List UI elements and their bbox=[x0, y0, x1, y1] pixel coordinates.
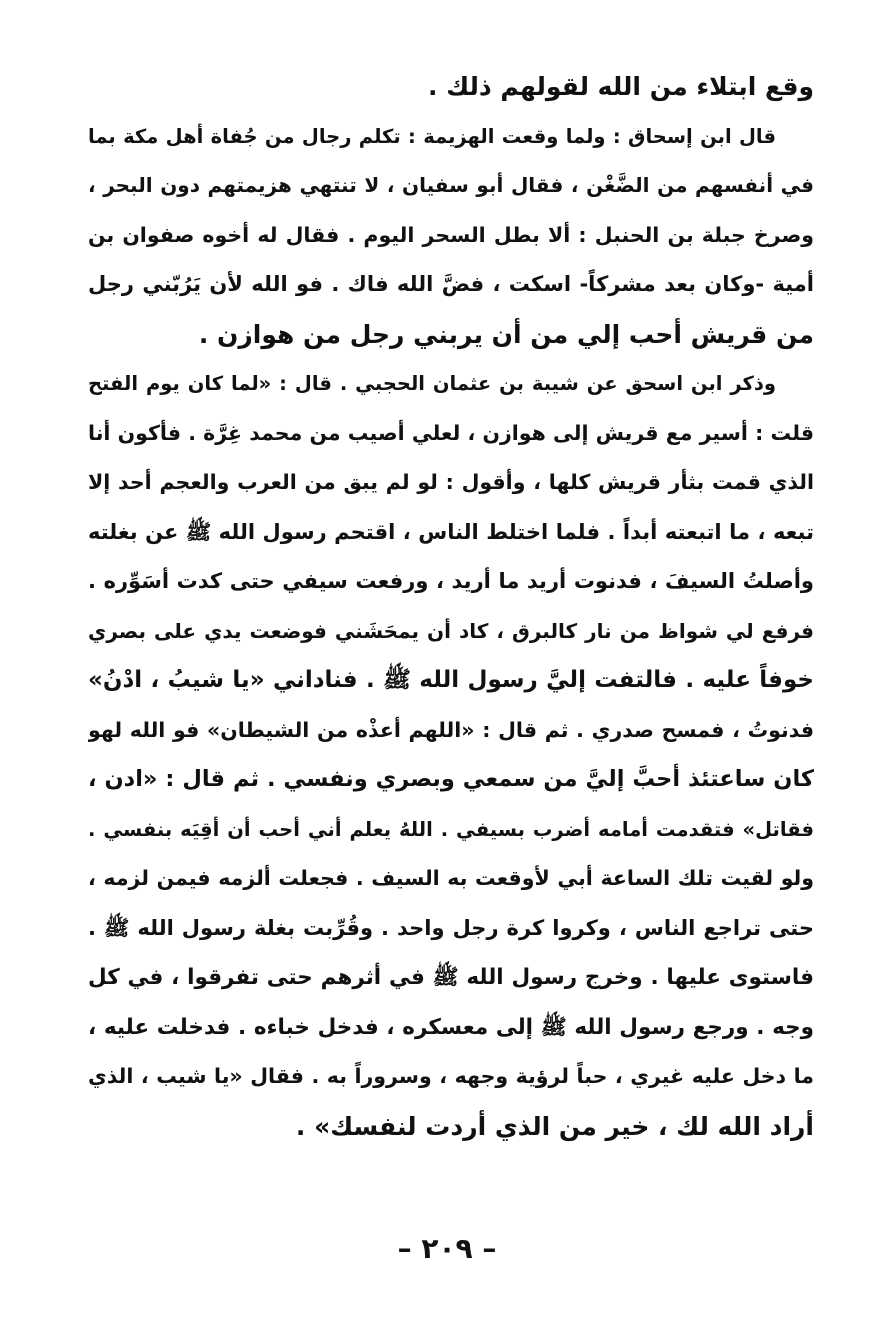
text-line: وجه . ورجع رسول الله ﷺ إلى معسكره ، فدخل خباءه . فدخلت عليه ، bbox=[88, 1014, 814, 1040]
text-line: تبعه ، ما اتبعته أبداً . فلما اختلط الناس ، اقتحم رسول الله ﷺ عن بغلته bbox=[88, 519, 814, 544]
text-line: قال ابن إسحاق : ولما وقعت الهزيمة : تكلم رجال من جُفاة أهل مكة بما bbox=[88, 124, 776, 148]
text-line: قلت : أسير مع قريش إلى هوازن ، لعلي أصيب من محمد غِرَّة . فأكون أنا bbox=[88, 420, 814, 445]
text-line: فدنوتُ ، فمسح صدري . ثم قال : «اللهم أعذْه من الشيطان» فو الله لهو bbox=[88, 717, 814, 742]
text-line: ما دخل عليه غيري ، حباً لرؤية وجهه ، وسروراً به . فقال «يا شيب ، الذي bbox=[88, 1064, 814, 1088]
text-line: فقاتل» فتقدمت أمامه أضرب بسيفي . اللهُ يعلم أني أحب أن أقِيَه بنفسي . bbox=[88, 817, 814, 841]
text-line: في أنفسهم من الضَّغْن ، فقال أبو سفيان ، لا تنتهي هزيمتهم دون البحر ، bbox=[88, 173, 814, 197]
text-line: وقع ابتلاء من الله لقولهم ذلك . bbox=[428, 72, 814, 101]
text-line: فرفع لي شواظ من نار كالبرق ، كاد أن يمحَشَني فوضعت يدي على بصري bbox=[88, 618, 814, 643]
text-line: من قريش أحب إلي من أن يربني رجل من هوازن . bbox=[198, 319, 814, 349]
text-line: وذكر ابن اسحق عن شيبة بن عثمان الحجبي . قال : «لما كان يوم الفتح bbox=[88, 372, 776, 395]
page-body bbox=[88, 62, 814, 1151]
page-number: – ٢٠٩ – bbox=[397, 1232, 497, 1265]
text-line: أراد الله لك ، خير من الذي أردت لنفسك» . bbox=[295, 1111, 814, 1141]
text-line: وصرخ جبلة بن الحنبل : ألا بطل السحر اليوم . فقال له أخوه صفوان بن bbox=[88, 222, 814, 247]
text-line: وأصلتُ السيفَ ، فدنوت أريد ما أريد ، ورفعت سيفي حتى كدت أسَوِّره . bbox=[88, 569, 814, 593]
text-line: ولو لقيت تلك الساعة أبي لأوقعت به السيف . فجعلت ألزمه فيمن لزمه ، bbox=[88, 866, 814, 890]
text-line: حتى تراجع الناس ، وكروا كرة رجل واحد . وقُرِّبت بغلة رسول الله ﷺ . bbox=[88, 915, 814, 940]
text-line: الذي قمت بثأر قريش كلها ، وأقول : لو لم يبق من العرب والعجم أحد إلا bbox=[88, 470, 814, 494]
text-line: أمية -وكان بعد مشركاً- اسكت ، فضَّ الله فاك . فو الله لأن يَرُبّني رجل bbox=[88, 272, 814, 296]
text-line: كان ساعتئذ أحبَّ إليَّ من سمعي وبصري ونفسي . ثم قال : «ادن ، bbox=[88, 766, 814, 792]
text-line: فاستوى عليها . وخرج رسول الله ﷺ في أثرهم حتى تفرقوا ، في كل bbox=[88, 965, 814, 990]
text-line: خوفاً عليه . فالتفت إليَّ رسول الله ﷺ . فناداني «يا شيبُ ، ادْنُ» bbox=[88, 667, 814, 693]
